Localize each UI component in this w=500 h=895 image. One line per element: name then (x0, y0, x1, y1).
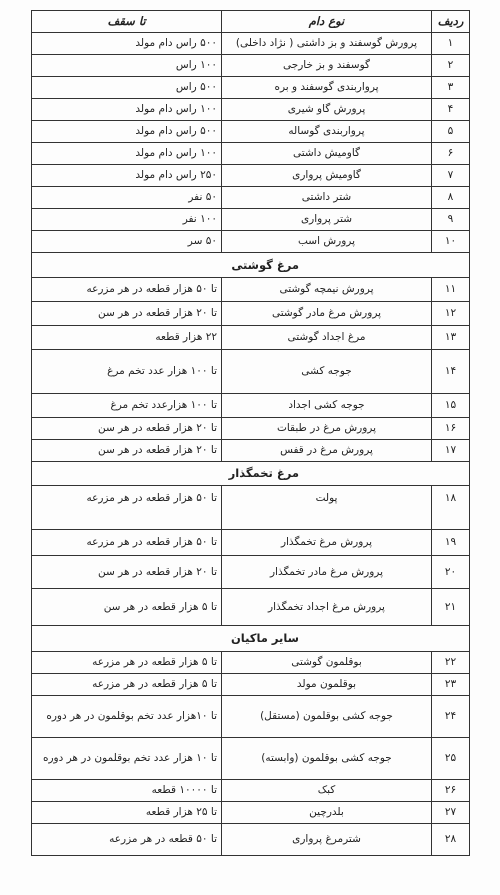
row-number: ۱ (432, 33, 470, 55)
table-row (32, 824, 470, 856)
table-row (32, 99, 470, 121)
livestock-type: پرواربندی گوساله (222, 121, 432, 143)
livestock-type: شتر پرواری (222, 209, 432, 231)
livestock-type: جوجه کشی (222, 350, 432, 394)
table-row (32, 486, 470, 530)
header-row (32, 11, 470, 33)
row-number: ۱۴ (432, 350, 470, 394)
livestock-type: شتر داشتی (222, 187, 432, 209)
table-row (32, 440, 470, 462)
capacity: تا ۱۰۰ هزار عدد تخم مرغ (32, 350, 222, 394)
capacity: تا ۲۰ هزار قطعه در هر سن (32, 556, 222, 589)
livestock-type: بلدرچین (222, 802, 432, 824)
row-number: ۱۹ (432, 530, 470, 556)
table-row (32, 187, 470, 209)
row-number: ۲۷ (432, 802, 470, 824)
header-capacity: تا سقف (32, 11, 222, 33)
livestock-type: گاومیش پرواری (222, 165, 432, 187)
capacity: ۵۰ نفر (32, 187, 222, 209)
livestock-type: مرغ اجداد گوشتی (222, 326, 432, 350)
livestock-type: پرواربندی گوسفند و بره (222, 77, 432, 99)
capacity: تا ۱۰۰۰۰ قطعه (32, 780, 222, 802)
row-number: ۱۷ (432, 440, 470, 462)
table-row (32, 394, 470, 418)
row-number: ۲ (432, 55, 470, 77)
capacity: تا ۱۰ هزار عدد تخم بوقلمون در هر دوره (32, 738, 222, 780)
capacity: تا ۱۰هزار عدد تخم بوقلمون در هر دوره (32, 696, 222, 738)
capacity: تا ۲۰ هزار قطعه در هر سن (32, 302, 222, 326)
table-row (32, 418, 470, 440)
row-number: ۹ (432, 209, 470, 231)
section-title-broiler: مرغ گوشتی (32, 253, 470, 278)
row-number: ۱۸ (432, 486, 470, 530)
capacity: تا ۵۰ قطعه در هر مزرعه (32, 824, 222, 856)
table-row (32, 165, 470, 187)
livestock-type: پرورش نیمچه گوشتی (222, 278, 432, 302)
table-row (32, 589, 470, 626)
table-row (32, 780, 470, 802)
row-number: ۱۱ (432, 278, 470, 302)
livestock-type: کبک (222, 780, 432, 802)
capacity: ۱۰۰ راس دام مولد (32, 143, 222, 165)
row-number: ۲۸ (432, 824, 470, 856)
livestock-type: جوجه کشی بوقلمون (مستقل) (222, 696, 432, 738)
table-row (32, 121, 470, 143)
table-row (32, 326, 470, 350)
row-number: ۲۲ (432, 652, 470, 674)
livestock-type: پرورش مرغ مادر تخمگذار (222, 556, 432, 589)
section-row-layer (32, 462, 470, 486)
capacity: ۱۰۰ راس (32, 55, 222, 77)
row-number: ۱۲ (432, 302, 470, 326)
livestock-type: پرورش گوسفند و بز داشتی ( نژاد داخلی) (222, 33, 432, 55)
table-row (32, 738, 470, 780)
row-number: ۶ (432, 143, 470, 165)
livestock-type: پرورش مرغ تخمگذار (222, 530, 432, 556)
table-row (32, 556, 470, 589)
capacity: تا ۵ هزار قطعه در هر سن (32, 589, 222, 626)
row-number: ۴ (432, 99, 470, 121)
row-number: ۳ (432, 77, 470, 99)
livestock-type: بوقلمون مولد (222, 674, 432, 696)
row-number: ۲۰ (432, 556, 470, 589)
table-row (32, 55, 470, 77)
capacity: تا ۵ هزار قطعه در هر مزرعه (32, 652, 222, 674)
livestock-type: پرورش مرغ اجداد تخمگذار (222, 589, 432, 626)
capacity: تا ۵۰ هزار قطعه در هر مزرعه (32, 530, 222, 556)
table-row (32, 652, 470, 674)
livestock-type: بوقلمون گوشتی (222, 652, 432, 674)
capacity: ۲۵۰ راس دام مولد (32, 165, 222, 187)
table-row (32, 77, 470, 99)
capacity: ۵۰۰ راس دام مولد (32, 33, 222, 55)
livestock-type: جوجه کشی اجداد (222, 394, 432, 418)
livestock-type: شترمرغ پرواری (222, 824, 432, 856)
capacity: تا ۵ هزار قطعه در هر مزرعه (32, 674, 222, 696)
row-number: ۱۶ (432, 418, 470, 440)
row-number: ۵ (432, 121, 470, 143)
row-number: ۱۳ (432, 326, 470, 350)
capacity: ۲۲ هزار قطعه (32, 326, 222, 350)
livestock-type: گوسفند و بز خارجی (222, 55, 432, 77)
table-row (32, 231, 470, 253)
row-number: ۸ (432, 187, 470, 209)
table-row (32, 209, 470, 231)
header-row-number: ردیف (432, 11, 470, 33)
capacity: ۱۰۰ راس دام مولد (32, 99, 222, 121)
livestock-type: پرورش مرغ مادر گوشتی (222, 302, 432, 326)
capacity: ۵۰۰ راس دام مولد (32, 121, 222, 143)
capacity: تا ۲۰ هزار قطعه در هر سن (32, 418, 222, 440)
livestock-type: پولت (222, 486, 432, 530)
capacity: تا ۲۰ هزار قطعه در هر سن (32, 440, 222, 462)
capacity: تا ۱۰۰ هزارعدد تخم مرغ (32, 394, 222, 418)
table-row (32, 350, 470, 394)
row-number: ۲۶ (432, 780, 470, 802)
livestock-type: جوجه کشی بوقلمون (وابسته) (222, 738, 432, 780)
section-row-other (32, 626, 470, 652)
row-number: ۱۰ (432, 231, 470, 253)
table-row (32, 33, 470, 55)
table-row (32, 278, 470, 302)
header-livestock-type: نوع دام (222, 11, 432, 33)
row-number: ۷ (432, 165, 470, 187)
livestock-type: پرورش مرغ در طبقات (222, 418, 432, 440)
table-row (32, 674, 470, 696)
livestock-type: پرورش گاو شیری (222, 99, 432, 121)
capacity: تا ۲۵ هزار قطعه (32, 802, 222, 824)
livestock-type: گاومیش داشتی (222, 143, 432, 165)
capacity: تا ۵۰ هزار قطعه در هر مزرعه (32, 486, 222, 530)
livestock-capacity-table (31, 10, 470, 856)
row-number: ۲۵ (432, 738, 470, 780)
table-row (32, 802, 470, 824)
table-row (32, 302, 470, 326)
section-title-other: سایر ماکیان (32, 626, 470, 652)
capacity: ۱۰۰ نفر (32, 209, 222, 231)
row-number: ۲۳ (432, 674, 470, 696)
table-row (32, 696, 470, 738)
section-title-layer: مرغ تخمگذار (32, 462, 470, 486)
livestock-type: پرورش اسب (222, 231, 432, 253)
row-number: ۲۴ (432, 696, 470, 738)
row-number: ۲۱ (432, 589, 470, 626)
livestock-type: پرورش مرغ در قفس (222, 440, 432, 462)
capacity: ۵۰ سر (32, 231, 222, 253)
capacity: تا ۵۰ هزار قطعه در هر مزرعه (32, 278, 222, 302)
row-number: ۱۵ (432, 394, 470, 418)
table-row (32, 143, 470, 165)
table-row (32, 530, 470, 556)
capacity: ۵۰۰ راس (32, 77, 222, 99)
section-row-broiler (32, 253, 470, 278)
